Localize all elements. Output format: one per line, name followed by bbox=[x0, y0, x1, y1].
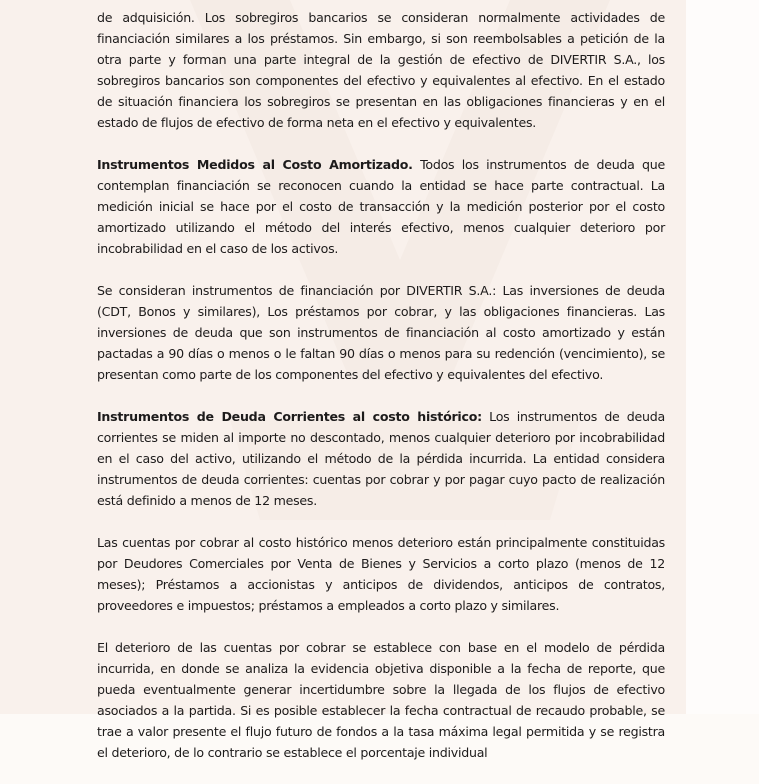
paragraph-text: Se consideran instrumentos de financiación por DIVERTIR S.A.: Las inversiones de deuda (CDT, Bonos y similares), Los préstamos por cobrar, y las obligaciones financieras. Las inversiones de deuda que son instrumentos de financiación al costo amortizado y están pactadas a 90 días o menos o le faltan 90 días o menos para su redención (vencimiento), se presentan como parte de los componentes del efectivo y equivalentes del efectivo. bbox=[97, 283, 665, 382]
paragraph-text: de adquisición. Los sobregiros bancarios se consideran normalmente actividades de financiación similares a los préstamos. Sin embargo, si son reembolsables a petición de la otra parte y forman una parte integral de la gestión de efectivo de DIVERTIR S.A., los sobregiros bancarios son componentes del efectivo y equivalentes al efectivo. En el estado de situación financiera los sobregiros se presentan en las obligaciones financieras y en el estado de flujos de efectivo de forma neta en el efectivo y equivalentes. bbox=[97, 10, 665, 130]
paragraph-text: Los instrumentos de deuda corrientes se miden al importe no descontado, menos cualquier deterioro por incobrabilidad en el caso del activo, utilizando el método de la pérdida incurrida. La entidad considera instrumentos de deuda corrientes: cuentas por cobrar y por pagar cuyo pacto de realización está definido a menos de 12 meses. bbox=[97, 409, 665, 508]
section-heading: Instrumentos de Deuda Corrientes al costo histórico: bbox=[97, 409, 482, 424]
section-heading: Instrumentos Medidos al Costo Amortizado. bbox=[97, 157, 413, 172]
paragraph-text: Todos los instrumentos de deuda que contemplan financiación se reconocen cuando la entidad se hace parte contractual. La medición inicial se hace por el costo de transacción y la medición posterior por el costo amortizado utilizando el método del interés efectivo, menos cualquier deterioro por incobrabilidad en el caso de los activos. bbox=[97, 157, 665, 256]
paragraph-instrumentos-financiacion bbox=[97, 280, 665, 385]
paragraph-text: El deterioro de las cuentas por cobrar se establece con base en el modelo de pérdida incurrida, en donde se analiza la evidencia objetiva disponible a la fecha de reporte, que pueda eventualmente generar incertidumbre sobre la llegada de los flujos de efectivo asociados a la partida. Si es posible establecer la fecha contractual de recaudo probable, se trae a valor presente el flujo futuro de fondos a la tasa máxima legal permitida y se registra el deterioro, de lo contrario se establece el porcentaje individual bbox=[97, 640, 665, 760]
paragraph-costo-amortizado bbox=[97, 154, 665, 259]
paragraph-deterioro bbox=[97, 637, 665, 763]
document-body bbox=[97, 7, 665, 784]
paragraph-text: Las cuentas por cobrar al costo histórico menos deterioro están principalmente constituidas por Deudores Comerciales por Venta de Bienes y Servicios a corto plazo (menos de 12 meses); Préstamos a accionistas y anticipos de dividendos, anticipos de contratos, proveedores e impuestos; préstamos a empleados a corto plazo y similares. bbox=[97, 535, 665, 613]
paragraph-cuentas-por-cobrar bbox=[97, 532, 665, 616]
paragraph-sobregiros bbox=[97, 7, 665, 133]
paragraph-deuda-corrientes bbox=[97, 406, 665, 511]
page-margin-strip bbox=[686, 0, 759, 714]
